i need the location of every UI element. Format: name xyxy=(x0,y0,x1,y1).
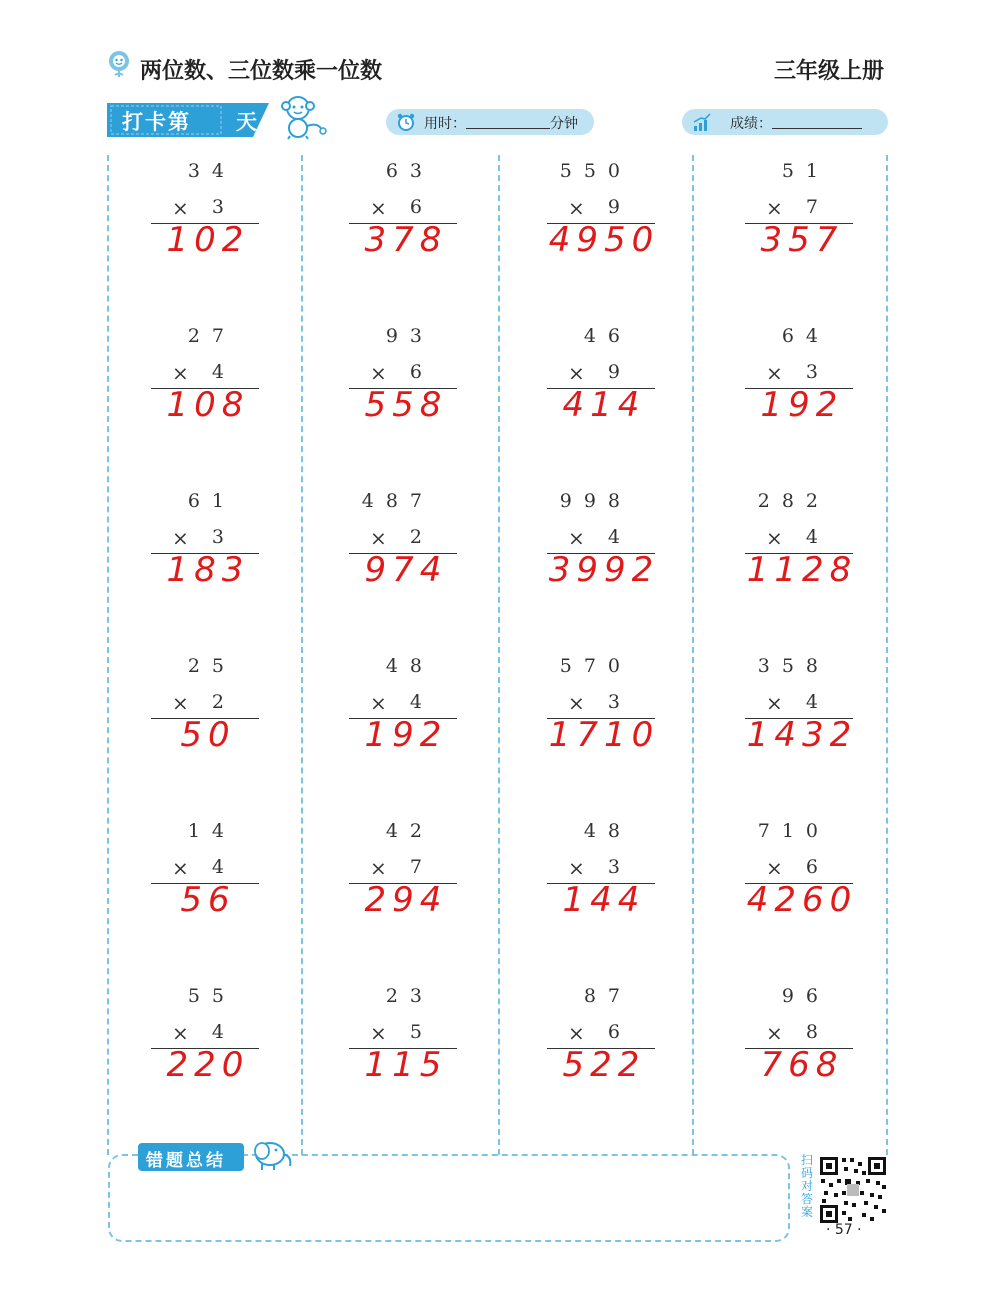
multiplicand: 998 xyxy=(559,490,632,512)
times-sign: × xyxy=(766,691,783,715)
handwritten-answer[interactable]: 220 xyxy=(166,1045,250,1085)
times-sign: × xyxy=(568,361,585,385)
multiplication-problem xyxy=(504,981,704,1141)
handwritten-answer[interactable]: 192 xyxy=(760,385,844,425)
multiplicand: 34 xyxy=(187,160,236,182)
multiplier: 3 xyxy=(607,691,632,713)
times-sign: × xyxy=(766,856,783,880)
checkin-day-suffix: 天 xyxy=(236,110,257,134)
multiplier: 3 xyxy=(211,196,236,218)
multiplier: 2 xyxy=(211,691,236,713)
multiplicand: 27 xyxy=(187,325,236,347)
handwritten-answer[interactable]: 1128 xyxy=(746,550,858,590)
handwritten-answer[interactable]: 56 xyxy=(180,880,236,920)
multiplicand: 282 xyxy=(757,490,830,512)
page-number: · 57 · xyxy=(826,1222,862,1238)
times-sign: × xyxy=(370,691,387,715)
time-label: 用时： xyxy=(424,116,466,132)
times-sign: × xyxy=(766,526,783,550)
times-sign: × xyxy=(766,361,783,385)
multiplier: 5 xyxy=(409,1021,434,1043)
multiplier: 9 xyxy=(607,196,632,218)
handwritten-answer[interactable]: 378 xyxy=(364,220,448,260)
handwritten-answer[interactable]: 3992 xyxy=(548,550,660,590)
handwritten-answer[interactable]: 974 xyxy=(364,550,448,590)
handwritten-answer[interactable]: 558 xyxy=(364,385,448,425)
multiplier: 4 xyxy=(607,526,632,548)
multiplier: 4 xyxy=(211,361,236,383)
multiplier: 3 xyxy=(211,526,236,548)
checkin-label: 打卡第 xyxy=(122,110,191,134)
times-sign: × xyxy=(568,526,585,550)
handwritten-answer[interactable]: 1432 xyxy=(746,715,858,755)
handwritten-answer[interactable]: 144 xyxy=(562,880,646,920)
multiplicand: 87 xyxy=(583,985,632,1007)
multiplication-problem xyxy=(702,816,902,976)
score-field xyxy=(682,109,888,135)
flower-logo-icon xyxy=(104,48,134,78)
multiplication-problem xyxy=(306,321,506,481)
multiplication-problem xyxy=(504,651,704,811)
multiplication-problem xyxy=(702,981,902,1141)
multiplier: 2 xyxy=(409,526,434,548)
alarm-clock-icon xyxy=(396,112,416,132)
multiplicand: 63 xyxy=(385,160,434,182)
time-unit: 分钟 xyxy=(550,116,578,132)
multiplication-problem xyxy=(702,156,902,316)
multiplicand: 25 xyxy=(187,655,236,677)
multiplication-problem xyxy=(108,816,308,976)
qr-code-icon[interactable] xyxy=(818,1155,888,1225)
multiplicand: 48 xyxy=(385,655,434,677)
multiplicand: 710 xyxy=(757,820,830,842)
multiplication-problem xyxy=(306,486,506,646)
handwritten-answer[interactable]: 768 xyxy=(760,1045,844,1085)
multiplier: 4 xyxy=(805,526,830,548)
multiplication-problem xyxy=(702,486,902,646)
multiplication-problem xyxy=(702,651,902,811)
multiplication-problem xyxy=(108,156,308,316)
multiplier: 4 xyxy=(211,1021,236,1043)
times-sign: × xyxy=(172,1021,189,1045)
bar-chart-icon xyxy=(692,112,712,132)
elephant-mascot-icon xyxy=(248,1136,294,1172)
multiplier: 7 xyxy=(805,196,830,218)
multiplier: 7 xyxy=(409,856,434,878)
multiplication-problem xyxy=(306,156,506,316)
multiplicand: 64 xyxy=(781,325,830,347)
multiplier: 8 xyxy=(805,1021,830,1043)
multiplicand: 14 xyxy=(187,820,236,842)
multiplication-problem xyxy=(108,321,308,481)
multiplicand: 93 xyxy=(385,325,434,347)
multiplier: 9 xyxy=(607,361,632,383)
times-sign: × xyxy=(568,856,585,880)
handwritten-answer[interactable]: 4260 xyxy=(746,880,858,920)
multiplier: 6 xyxy=(409,361,434,383)
times-sign: × xyxy=(766,196,783,220)
multiplier: 4 xyxy=(211,856,236,878)
times-sign: × xyxy=(172,691,189,715)
mistakes-label: 错题总结 xyxy=(146,1151,226,1171)
multiplication-problem xyxy=(504,321,704,481)
handwritten-answer[interactable]: 522 xyxy=(562,1045,646,1085)
multiplier: 6 xyxy=(607,1021,632,1043)
multiplicand: 23 xyxy=(385,985,434,1007)
monkey-mascot-icon xyxy=(274,94,328,140)
handwritten-answer[interactable]: 115 xyxy=(364,1045,448,1085)
times-sign: × xyxy=(370,361,387,385)
times-sign: × xyxy=(172,526,189,550)
times-sign: × xyxy=(172,196,189,220)
handwritten-answer[interactable]: 294 xyxy=(364,880,448,920)
scan-for-answers-text: 扫码对答案 xyxy=(800,1153,813,1219)
multiplicand: 487 xyxy=(361,490,434,512)
times-sign: × xyxy=(568,691,585,715)
times-sign: × xyxy=(766,1021,783,1045)
multiplicand: 42 xyxy=(385,820,434,842)
handwritten-answer[interactable]: 102 xyxy=(166,220,250,260)
times-sign: × xyxy=(370,196,387,220)
multiplication-problem xyxy=(306,651,506,811)
multiplier: 6 xyxy=(805,856,830,878)
multiplication-problem xyxy=(702,321,902,481)
multiplication-problem xyxy=(504,486,704,646)
multiplication-problem xyxy=(504,156,704,316)
handwritten-answer[interactable]: 414 xyxy=(562,385,646,425)
times-sign: × xyxy=(568,196,585,220)
multiplication-problem xyxy=(108,981,308,1141)
handwritten-answer[interactable]: 192 xyxy=(364,715,448,755)
multiplicand: 51 xyxy=(781,160,830,182)
multiplication-problem xyxy=(108,486,308,646)
times-sign: × xyxy=(172,856,189,880)
multiplicand: 46 xyxy=(583,325,632,347)
score-label: 成绩： xyxy=(730,116,772,132)
times-sign: × xyxy=(568,1021,585,1045)
multiplier: 3 xyxy=(607,856,632,878)
worksheet-title: 两位数、三位数乘一位数 xyxy=(140,59,383,84)
times-sign: × xyxy=(370,1021,387,1045)
multiplicand: 96 xyxy=(781,985,830,1007)
multiplication-problem xyxy=(504,816,704,976)
multiplicand: 358 xyxy=(757,655,830,677)
multiplicand: 48 xyxy=(583,820,632,842)
multiplier: 3 xyxy=(805,361,830,383)
multiplication-problem xyxy=(306,816,506,976)
multiplier: 4 xyxy=(805,691,830,713)
multiplication-problem xyxy=(306,981,506,1141)
handwritten-answer[interactable]: 1710 xyxy=(548,715,660,755)
times-sign: × xyxy=(370,526,387,550)
grade-label: 三年级上册 xyxy=(773,59,884,84)
handwritten-answer[interactable]: 183 xyxy=(166,550,250,590)
handwritten-answer[interactable]: 108 xyxy=(166,385,250,425)
times-sign: × xyxy=(172,361,189,385)
multiplicand: 570 xyxy=(559,655,632,677)
multiplicand: 61 xyxy=(187,490,236,512)
score-blank[interactable] xyxy=(772,128,862,129)
handwritten-answer[interactable]: 4950 xyxy=(548,220,660,260)
time-blank[interactable] xyxy=(466,128,550,129)
multiplicand: 55 xyxy=(187,985,236,1007)
multiplicand: 550 xyxy=(559,160,632,182)
handwritten-answer[interactable]: 50 xyxy=(180,715,236,755)
multiplier: 6 xyxy=(409,196,434,218)
multiplication-problem xyxy=(108,651,308,811)
time-field xyxy=(386,109,594,135)
handwritten-answer[interactable]: 357 xyxy=(760,220,844,260)
multiplier: 4 xyxy=(409,691,434,713)
times-sign: × xyxy=(370,856,387,880)
